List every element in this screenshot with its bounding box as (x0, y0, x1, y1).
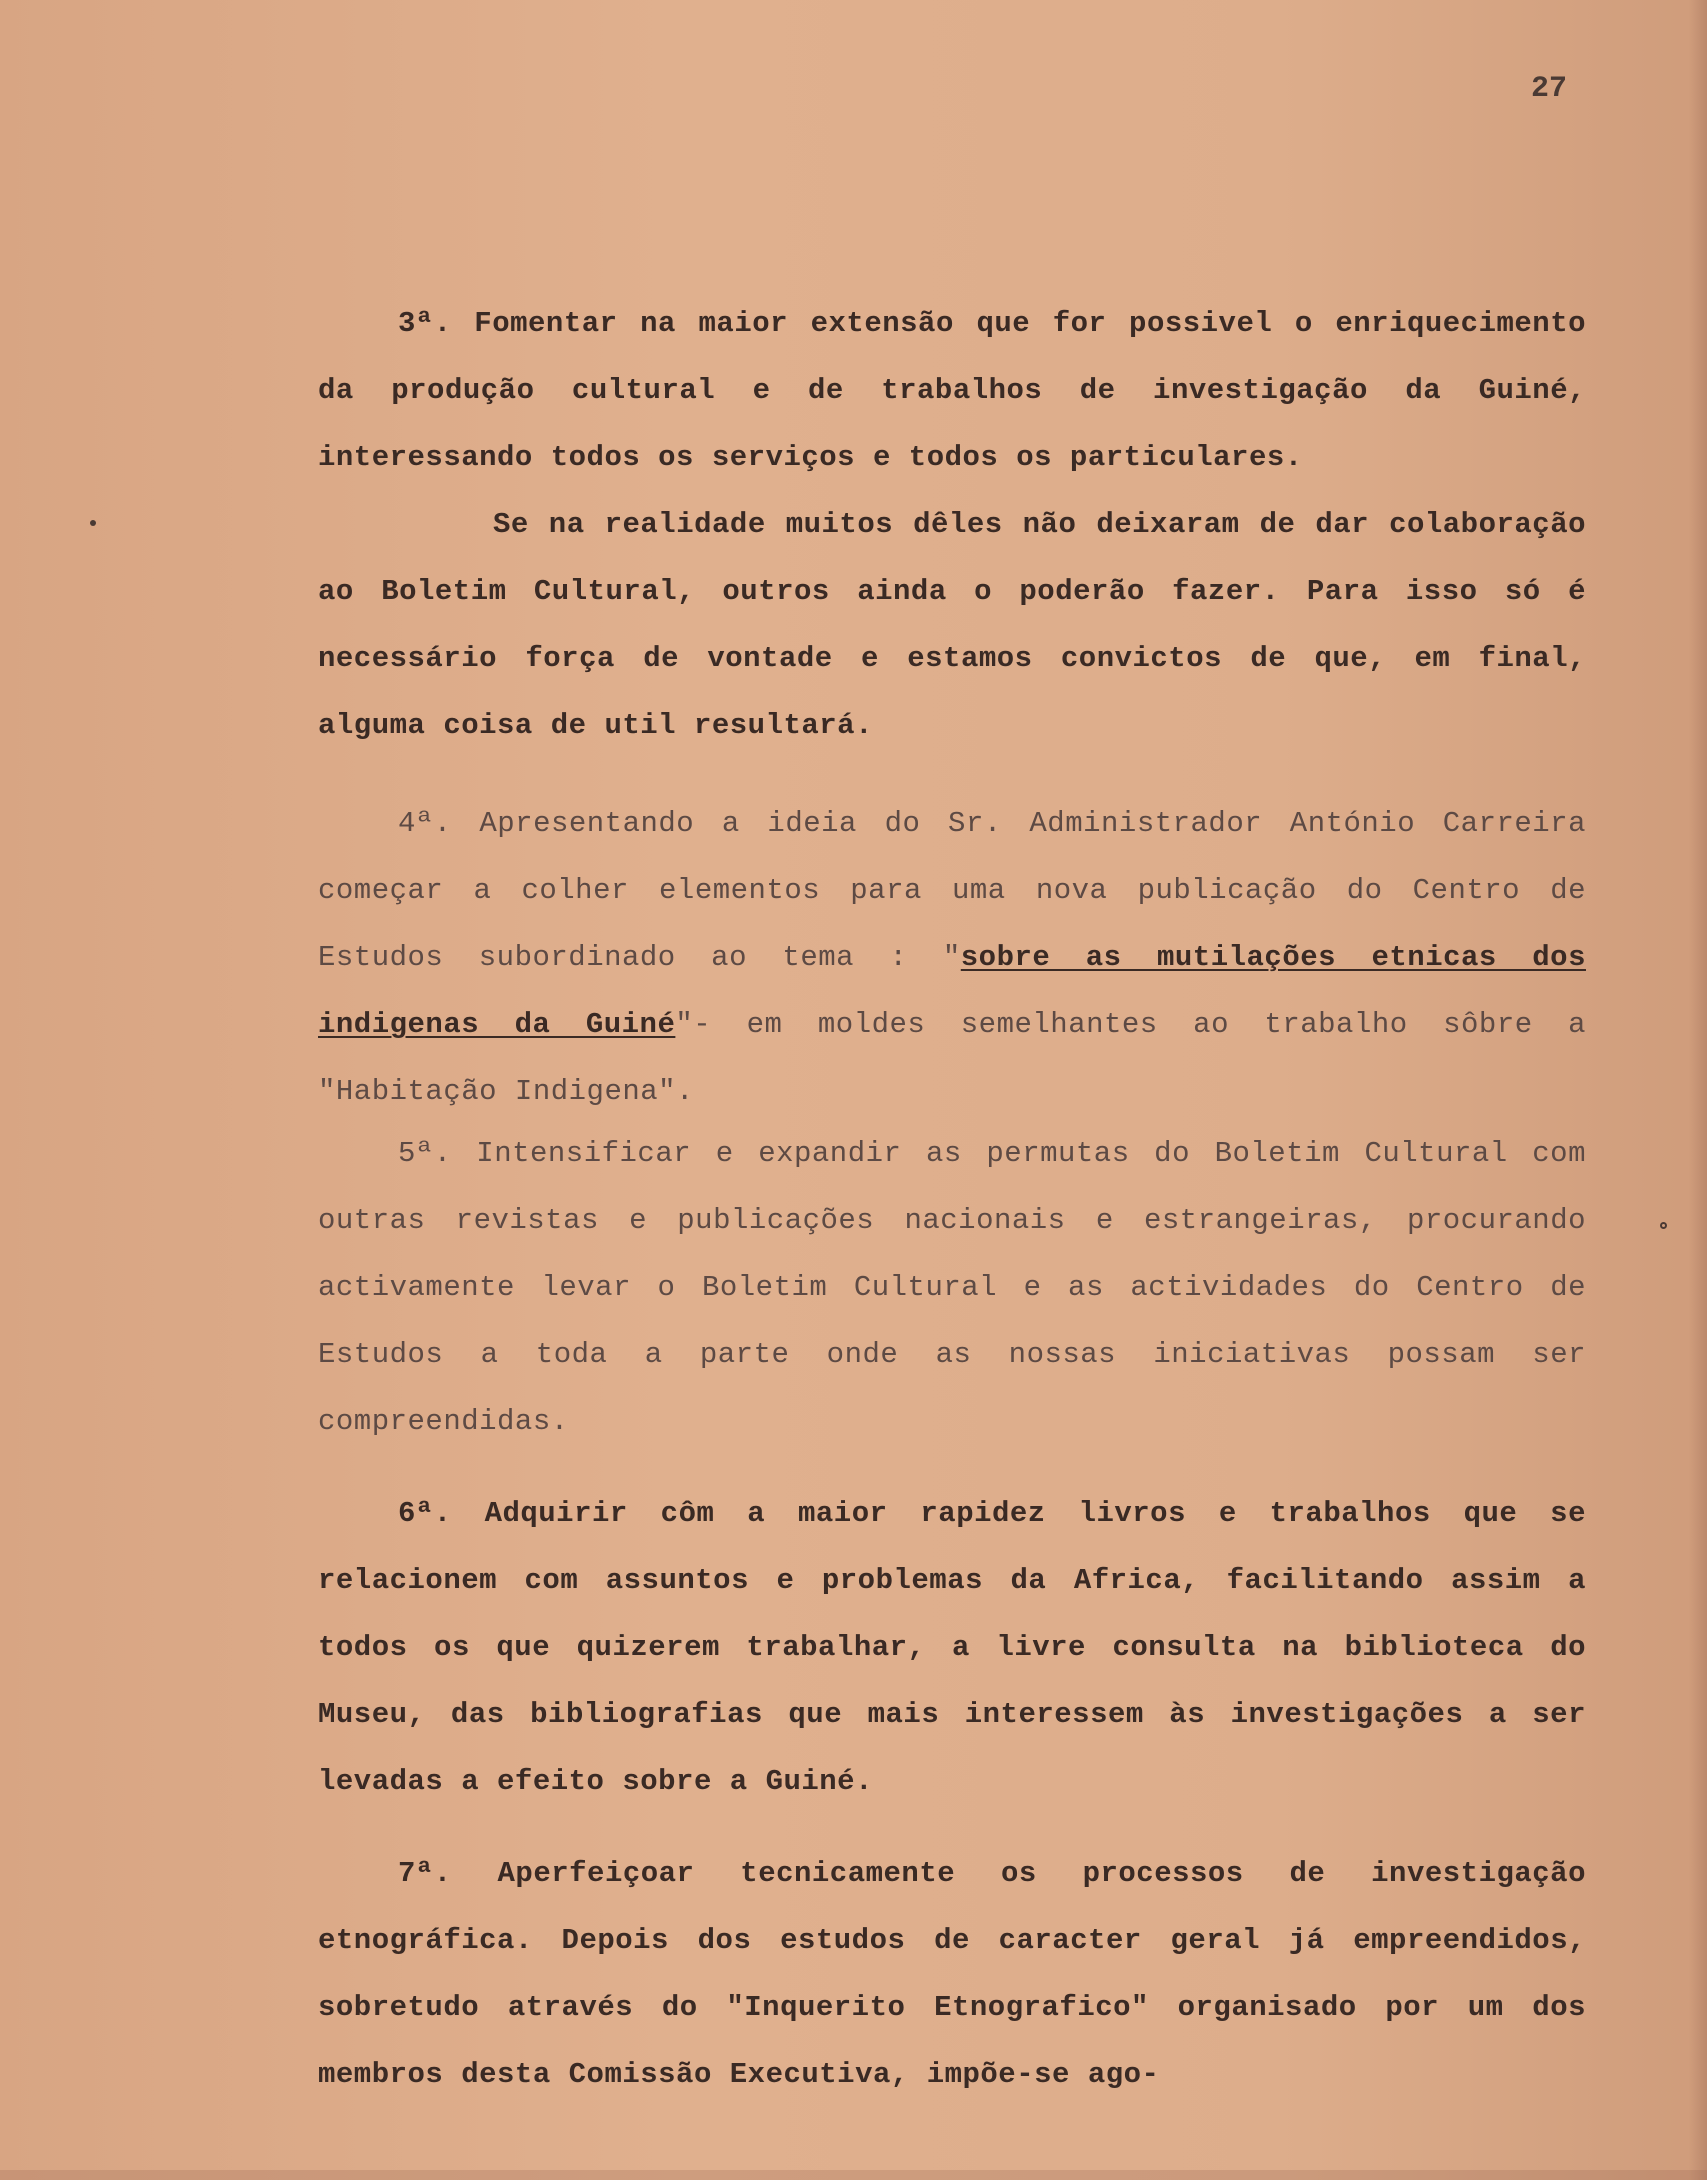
page-edge-shadow (1689, 0, 1707, 2180)
paragraph-3-continuation: Se na realidade muitos dêles não deixaram de dar colaboração ao Boletim Cultural, outros ainda o poderão fazer. Para isso só é necessário força de vontade e estamos convictos de que, em final, alguma coisa de util resultará. (318, 508, 1586, 742)
paragraph-5: 5ª. Intensificar e expandir as permutas do Boletim Cultural com outras revistas e publicações nacionais e estrangeiras, procurando activamente levar o Boletim Cultural e as actividades do Centro de Estudos a toda a parte onde as nossas iniciativas possam ser compreendidas. (318, 1137, 1586, 1438)
paragraph-6: 6ª. Adquirir côm a maior rapidez livros e trabalhos que se relacionem com assuntos e problemas da Africa, facilitando assim a todos os que quizerem trabalhar, a livre consulta na biblioteca do Museu, das bibliografias que mais interessem às investigações a ser levadas a efeito sobre a Guiné. (318, 1497, 1586, 1798)
paragraph-4-end: "- em moldes semelhantes ao trabalho sôbre a "Habitação Indigena". (318, 1008, 1586, 1108)
paragraph-4-start: 4ª. Apresentando a ideia do Sr. Administrador António Carreira começar a colher elementos para uma nova publicação do Centro de Estudos subordinado ao tema : " (318, 807, 1586, 974)
page-bottom-edge (0, 2170, 1707, 2180)
paragraph-4-block (318, 790, 1586, 1125)
paper-speck-dot (90, 520, 96, 526)
paragraph-7-block (318, 1840, 1586, 2108)
paragraph-3: 3ª. Fomentar na maior extensão que for possivel o enriquecimento da produção cultural e de trabalhos de investigação da Guiné, interessando todos os serviços e todos os particulares. (318, 307, 1586, 474)
paragraph-4-underlined-theme: sobre as mutilações etnicas dos indigenas da Guiné (318, 941, 1586, 1041)
paragraph-6-block (318, 1480, 1586, 1815)
paragraph-3-block (318, 290, 1586, 759)
page-number: 27 (1530, 72, 1567, 106)
paper-speck-ring (1660, 1222, 1667, 1229)
paragraph-4 (318, 790, 1586, 1125)
paragraph-7: 7ª. Aperfeiçoar tecnicamente os processos de investigação etnográfica. Depois dos estudos de caracter geral já empreendidos, sobretudo através do "Inquerito Etnografico" organisado por um dos membros desta Comissão Executiva, impõe-se ago- (318, 1857, 1586, 2091)
paragraph-5-block (318, 1120, 1586, 1455)
